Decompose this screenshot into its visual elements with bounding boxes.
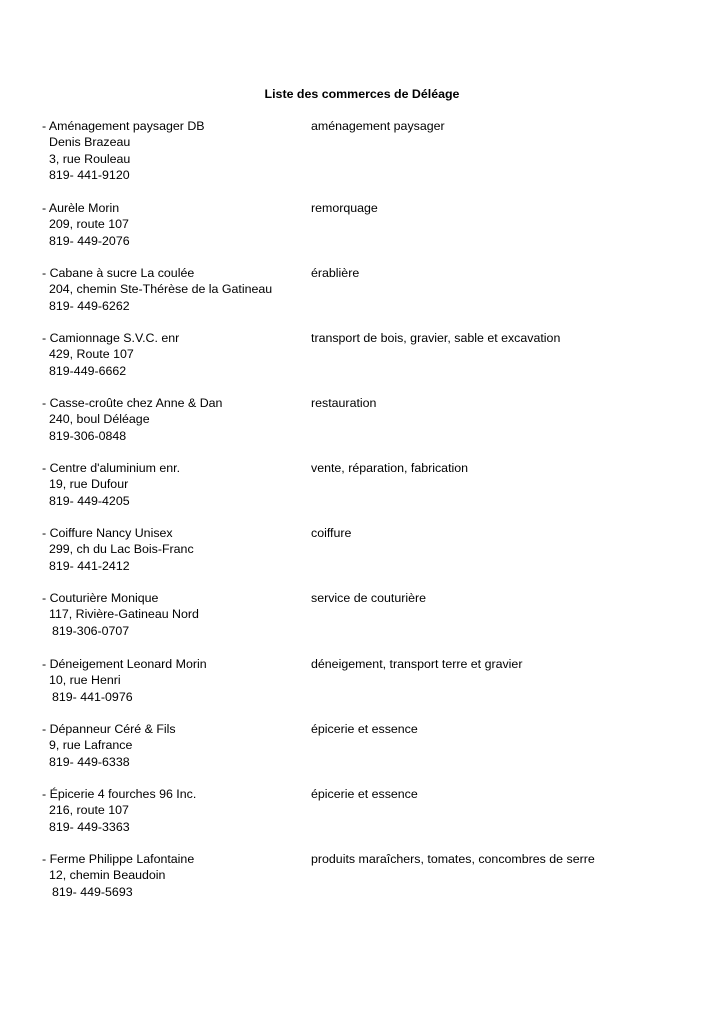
business-phone: 819- 441-0976 xyxy=(52,689,133,704)
business-address: 12, chemin Beaudoin xyxy=(49,868,166,883)
business-phone: 819- 449-4205 xyxy=(49,493,130,508)
business-phone: 819-306-0848 xyxy=(49,428,127,443)
business-address: 240, boul Déléage xyxy=(49,412,150,427)
business-phone: 819- 449-2076 xyxy=(49,233,130,248)
business-name: - Couturière Monique xyxy=(42,591,159,605)
business-phone: 819- 449-6338 xyxy=(49,754,130,769)
business-category: épicerie et essence xyxy=(311,787,418,801)
business-address: 19, rue Dufour xyxy=(49,477,129,492)
business-name: - Aurèle Morin xyxy=(42,201,120,215)
business-name: - Centre d'aluminium enr. xyxy=(42,461,181,475)
business-address: 216, route 107 xyxy=(49,803,129,818)
business-name: - Déneigement Leonard Morin xyxy=(42,657,207,671)
page-title-text: Liste des commerces de Déléage xyxy=(264,87,460,101)
business-category: coiffure xyxy=(311,526,352,540)
business-address: 10, rue Henri xyxy=(49,673,121,688)
business-category: restauration xyxy=(311,396,377,410)
business-name: - Casse-croûte chez Anne & Dan xyxy=(42,396,223,410)
business-category: transport de bois, gravier, sable et excavation xyxy=(311,331,561,345)
business-contact: Denis Brazeau xyxy=(49,135,131,150)
business-category: aménagement paysager xyxy=(311,119,445,133)
business-category: érablière xyxy=(311,266,360,280)
business-phone: 819- 449-3363 xyxy=(49,819,130,834)
business-name: - Coiffure Nancy Unisex xyxy=(42,526,173,540)
business-name: - Cabane à sucre La coulée xyxy=(42,266,195,280)
business-phone: 819- 441-9120 xyxy=(49,167,130,182)
business-address: 9, rue Lafrance xyxy=(49,738,133,753)
business-address: 209, route 107 xyxy=(49,217,129,232)
business-address: 204, chemin Ste-Thérèse de la Gatineau xyxy=(49,282,273,297)
business-address: 117, Rivière-Gatineau Nord xyxy=(49,607,199,622)
business-address: 429, Route 107 xyxy=(49,347,134,362)
business-name: - Ferme Philippe Lafontaine xyxy=(42,852,195,866)
business-phone: 819-306-0707 xyxy=(52,623,130,638)
business-name: - Dépanneur Céré & Fils xyxy=(42,722,176,736)
page-title xyxy=(0,86,724,102)
business-category: produits maraîchers, tomates, concombres de serre xyxy=(311,852,595,866)
business-address: 299, ch du Lac Bois-Franc xyxy=(49,542,194,557)
business-phone: 819- 441-2412 xyxy=(49,558,130,573)
business-category: épicerie et essence xyxy=(311,722,418,736)
business-category: remorquage xyxy=(311,201,378,215)
business-name: - Épicerie 4 fourches 96 Inc. xyxy=(42,787,197,801)
business-category: déneigement, transport terre et gravier xyxy=(311,657,523,671)
business-phone: 819-449-6662 xyxy=(49,363,127,378)
business-phone: 819- 449-5693 xyxy=(52,884,133,899)
business-category: service de couturière xyxy=(311,591,427,605)
business-phone: 819- 449-6262 xyxy=(49,298,130,313)
business-address: 3, rue Rouleau xyxy=(49,151,131,166)
business-name: - Aménagement paysager DB xyxy=(42,119,205,133)
business-category: vente, réparation, fabrication xyxy=(311,461,469,475)
business-name: - Camionnage S.V.C. enr xyxy=(42,331,180,345)
